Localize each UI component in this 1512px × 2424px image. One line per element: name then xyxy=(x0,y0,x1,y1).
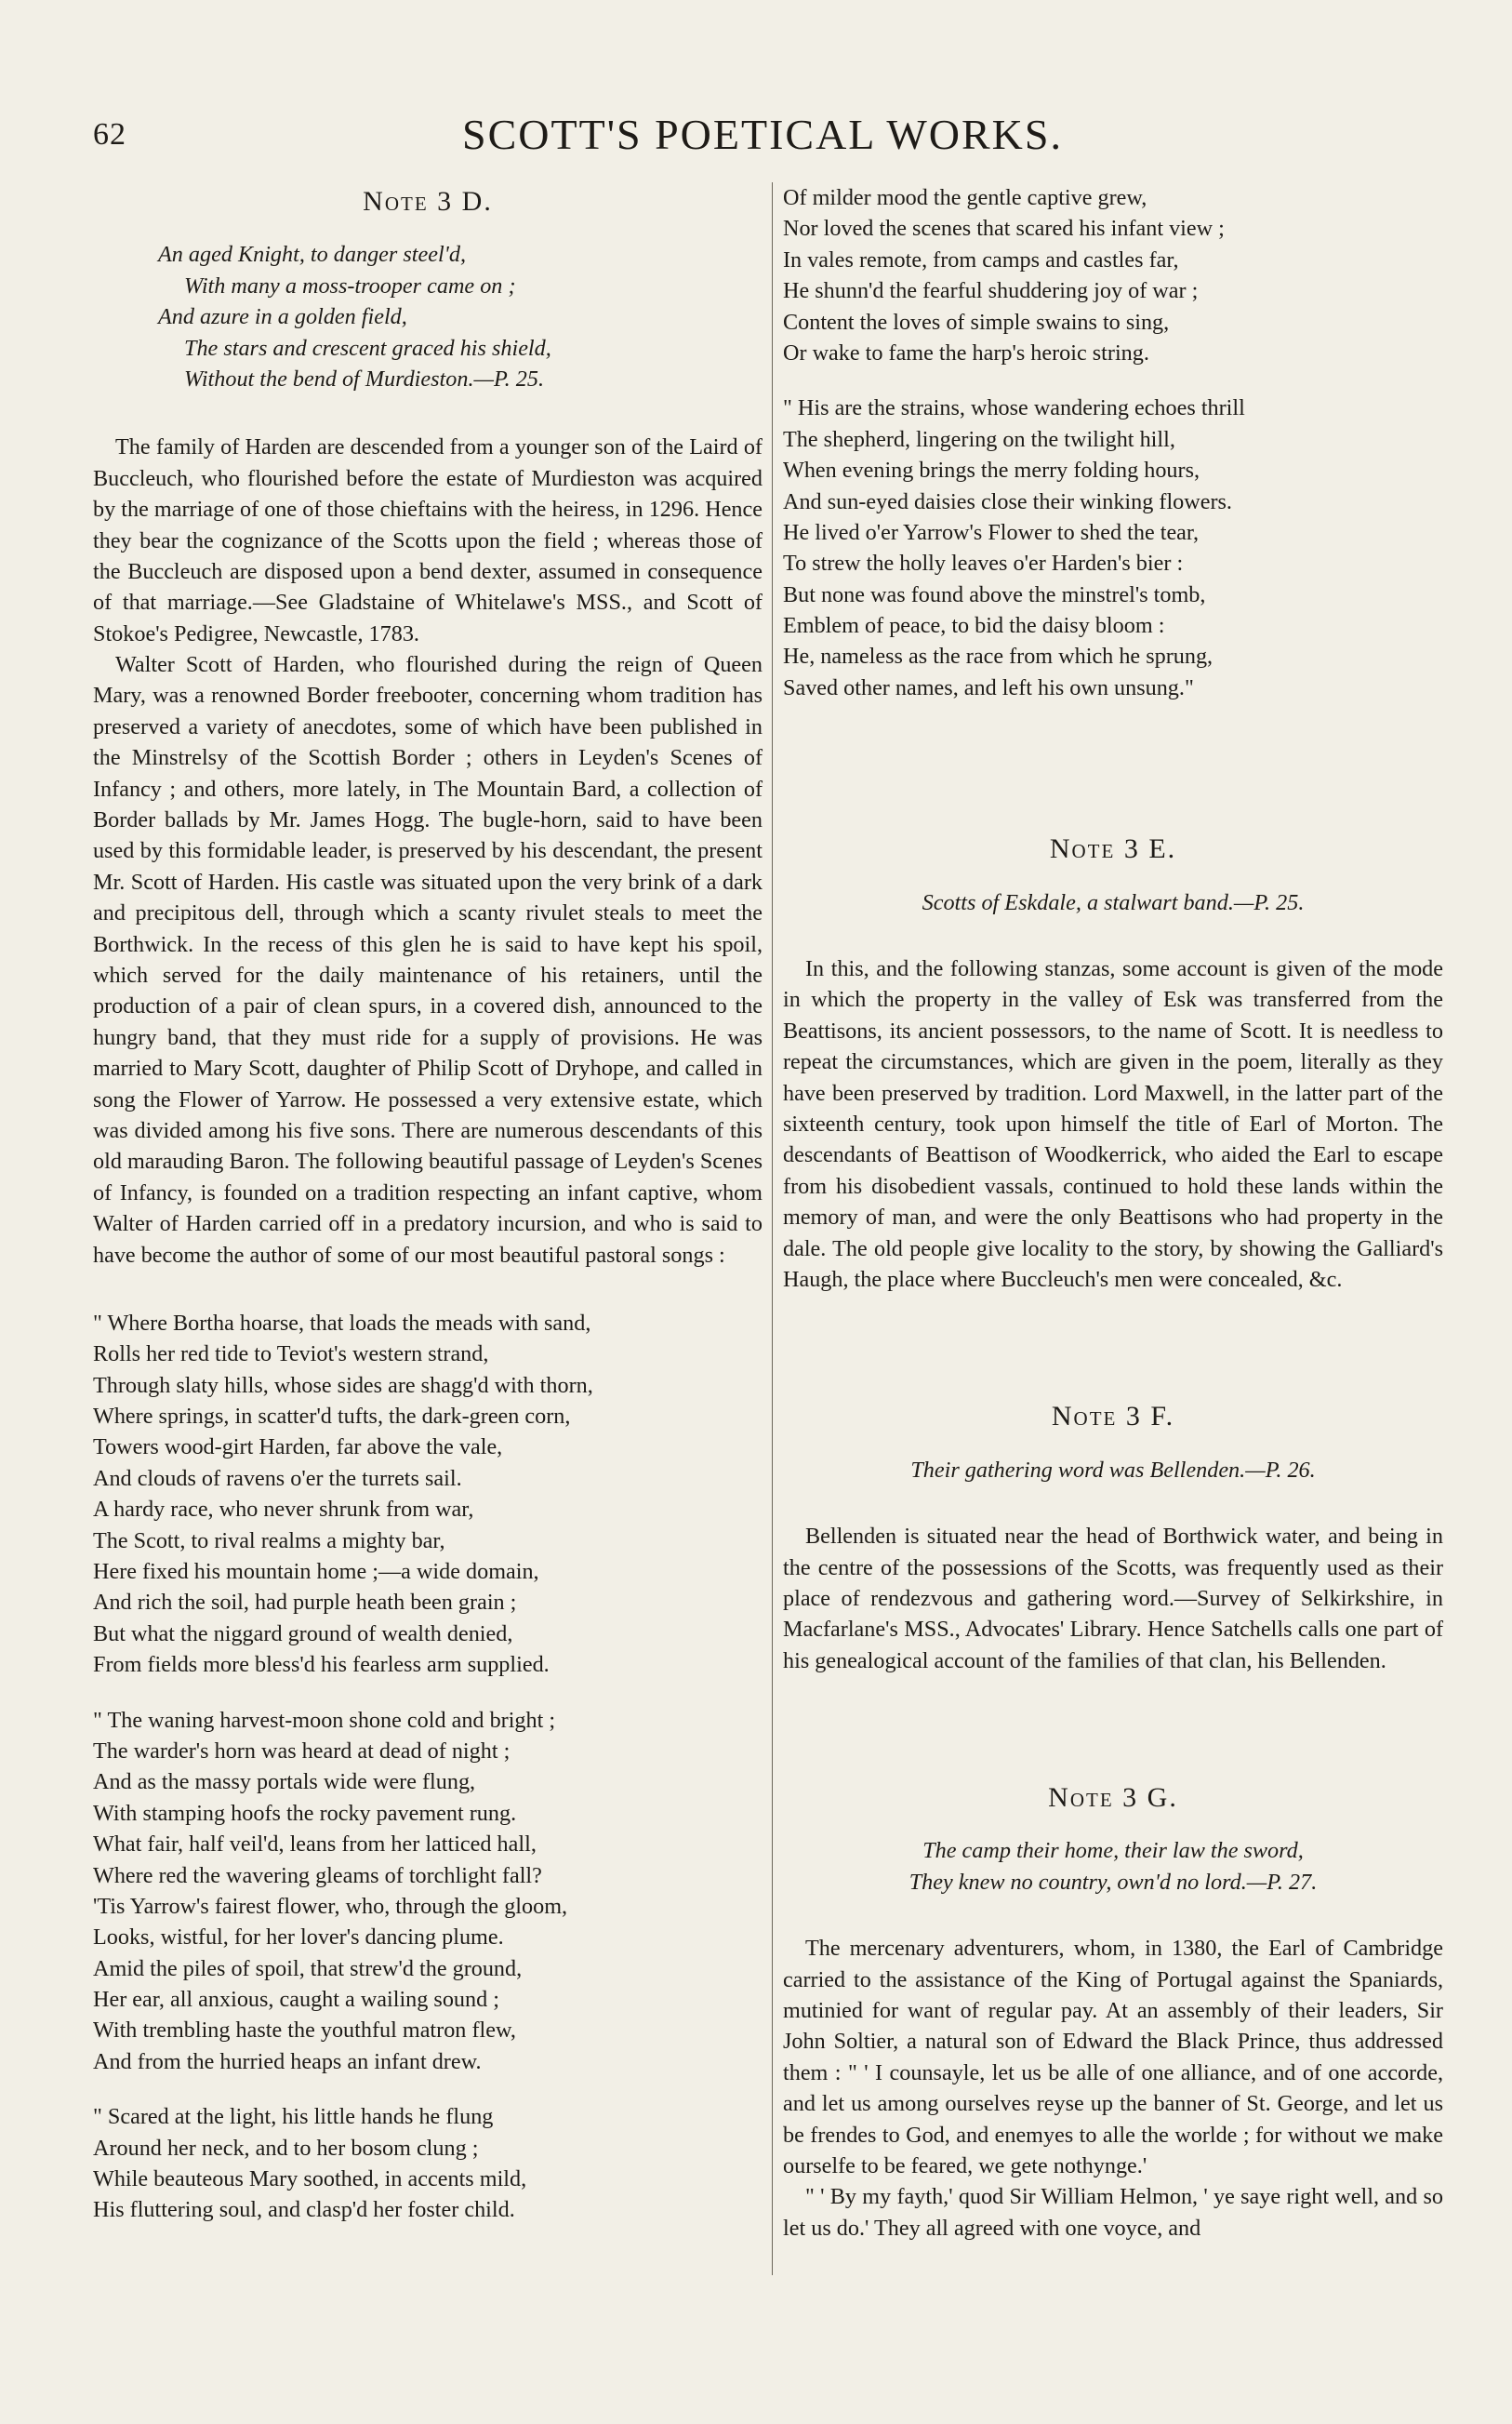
poem-line: " The waning harvest-moon shone cold and bright ; xyxy=(93,1707,556,1733)
poem-line: Through slaty hills, whose sides are shagg'd with thorn, xyxy=(93,1372,593,1398)
note-3g-epigraph xyxy=(783,1835,1443,1898)
note-3g-paragraph-1: The mercenary adventurers, whom, in 1380, the Earl of Cambridge carried to the assistance of the King of Portugal against the Spaniards, mutinied for want of regular pay. At an assembly of their leaders, Sir John Soltier, a natural son of Edward the Black Prince, thus addressed them : " ' I counsayle, let us be alle of one alliance, and of one accorde, and let us among ourselves reyse up the banner of St. George, and let us be frendes to God, and enemyes to alle the worlde ; for without we make ourselfe to be feared, we gete nothynge.' xyxy=(783,1936,1443,2178)
poem-line: To strew the holly leaves o'er Harden's bier : xyxy=(783,551,1184,577)
poem-line: Rolls her red tide to Teviot's western strand, xyxy=(93,1341,489,1367)
note-3f-epigraph xyxy=(783,1455,1443,1485)
note-3d-epigraph xyxy=(158,239,763,394)
poem-line: In vales remote, from camps and castles far, xyxy=(783,246,1179,273)
poem-line: Saved other names, and left his own unsung." xyxy=(783,674,1194,700)
note-3f-paragraph: Bellenden is situated near the head of Borthwick water, and being in the centre of the possessions of the Scotts, was frequently used as their place of rendezvous and gathering word.—Survey of Selkirkshire, in Macfarlane's MSS., Advocates' Library. Hence Satchells calls one part of his genealogical account of the families of that clan, his Bellenden. xyxy=(783,1524,1443,1673)
poem-line: Content the loves of simple swains to sing, xyxy=(783,309,1170,335)
poem-line: What fair, half veil'd, leans from her latticed hall, xyxy=(93,1831,537,1858)
poem-line: The warder's horn was heard at dead of night ; xyxy=(93,1738,511,1764)
poem-line: While beauteous Mary soothed, in accents mild, xyxy=(93,2166,527,2192)
poem-line: Or wake to fame the harp's heroic string. xyxy=(783,340,1149,366)
poem-line: From fields more bless'd his fearless arm supplied. xyxy=(93,1652,550,1678)
poem-line: Where springs, in scatter'd tufts, the dark-green corn, xyxy=(93,1404,571,1430)
epigraph-line: Without the bend of Murdieston.—P. 25. xyxy=(184,366,544,392)
poem-line: Emblem of peace, to bid the daisy bloom : xyxy=(783,613,1165,639)
note-3g-paragraph-2: " ' By my fayth,' quod Sir William Helmon, ' ye saye right well, and so let us do.' They all agreed with one voyce, and xyxy=(783,2184,1443,2241)
poem-line: Looks, wistful, for her lover's dancing plume. xyxy=(93,1925,504,1951)
poem-line: The Scott, to rival realms a mighty bar, xyxy=(93,1527,445,1553)
page-number: 62 xyxy=(93,117,126,152)
poem-line: Here fixed his mountain home ;—a wide domain, xyxy=(93,1559,539,1585)
section-gap xyxy=(783,727,1443,830)
poem-stanza-5 xyxy=(783,393,1443,703)
epigraph-line: The stars and crescent graced his shield, xyxy=(184,335,551,361)
poem-line: Towers wood-girt Harden, far above the vale, xyxy=(93,1434,503,1460)
poem-stanza-4 xyxy=(783,182,1443,368)
note-3g-title: Note 3 G. xyxy=(1048,1782,1178,1814)
epigraph-line: Their gathering word was Bellenden.—P. 26. xyxy=(910,1457,1316,1483)
poem-line: " Scared at the light, his little hands he flung xyxy=(93,2104,494,2130)
poem-stanza-2 xyxy=(93,1705,763,2078)
note-3d-title: Note 3 D. xyxy=(363,186,493,217)
poem-line: But none was found above the minstrel's tomb, xyxy=(783,581,1206,607)
poem-line: He lived o'er Yarrow's Flower to shed the tear, xyxy=(783,519,1200,545)
note-3e-epigraph xyxy=(783,887,1443,918)
poem-line: Around her neck, and to her bosom clung ; xyxy=(93,2135,479,2161)
poem-line: And as the massy portals wide were flung, xyxy=(93,1769,476,1795)
note-3d-paragraph-1: The family of Harden are descended from a younger son of the Laird of Buccleuch, who flourished before the estate of Murdieston was acquired by the marriage of one of those chieftains with the heiress, in 1296. Hence they bear the cognizance of the Scotts upon the field ; whereas those of the Buccleuch are disposed upon a bend dexter, assumed in consequence of that marriage.—See Gladstaine of Whitelawe's MSS., and Scott of Stokoe's Pedigree, Newcastle, 1783. xyxy=(93,434,763,646)
poem-line: He, nameless as the race from which he sprung, xyxy=(783,644,1214,670)
poem-line: Her ear, all anxious, caught a wailing sound ; xyxy=(93,1987,499,2013)
section-gap xyxy=(783,1676,1443,1778)
running-head xyxy=(93,110,1432,166)
note-3e-paragraph: In this, and the following stanzas, some account is given of the mode in which the property in the valley of Esk was transferred from the Beattisons, its ancient possessors, to the name of Scott. It is needless to repeat the circumstances, which are given in the poem, literally as they have been preserved by tradition. Lord Maxwell, in the latter part of the sixteenth century, took upon himself the title of Earl of Morton. The descendants of Beattison of Woodkerrick, who aided the Earl to escape from his disobedient vassals, continued to hold these lands within the memory of man, and were the only Beattisons who had property in the dale. The old people give locality to the story, by showing the Galliard's Haugh, the place where Buccleuch's men were concealed, &c. xyxy=(783,956,1443,1292)
poem-line: And rich the soil, had purple heath been grain ; xyxy=(93,1590,517,1616)
poem-line: And from the hurried heaps an infant drew. xyxy=(93,2048,482,2074)
left-column xyxy=(93,182,763,2250)
poem-stanza-3 xyxy=(93,2101,763,2226)
right-column xyxy=(783,182,1443,2244)
poem-line: With trembling haste the youthful matron flew, xyxy=(93,2018,516,2044)
poem-stanza-1 xyxy=(93,1308,763,1681)
poem-line: Where red the wavering gleams of torchlight fall? xyxy=(93,1862,542,1888)
poem-line: " Where Bortha hoarse, that loads the meads with sand, xyxy=(93,1310,591,1336)
poem-line: And sun-eyed daisies close their winking flowers. xyxy=(783,488,1232,514)
poem-line: " His are the strains, whose wandering echoes thrill xyxy=(783,395,1245,421)
poem-line: He shunn'd the fearful shuddering joy of war ; xyxy=(783,278,1199,304)
poem-line: Amid the piles of spoil, that strew'd the ground, xyxy=(93,1955,523,1981)
poem-line: When evening brings the merry folding hours, xyxy=(783,458,1200,484)
section-gap xyxy=(783,1295,1443,1397)
poem-line: A hardy race, who never shrunk from war, xyxy=(93,1497,474,1523)
epigraph-line: An aged Knight, to danger steel'd, xyxy=(158,242,466,268)
poem-line: His fluttering soul, and clasp'd her foster child. xyxy=(93,2197,515,2223)
poem-line: With stamping hoofs the rocky pavement rung. xyxy=(93,1800,517,1826)
poem-line: The shepherd, lingering on the twilight hill, xyxy=(783,426,1175,452)
column-divider xyxy=(772,182,773,2275)
epigraph-line: Scotts of Eskdale, a stalwart band.—P. 25. xyxy=(922,889,1305,915)
note-3d-paragraph-2: Walter Scott of Harden, who flourished during the reign of Queen Mary, was a renowned Border freebooter, concerning whom tradition has preserved a variety of anecdotes, some of which have been published in the Minstrelsy of the Scottish Border ; others in Leyden's Scenes of Infancy ; and others, more lately, in The Mountain Bard, a collection of Border ballads by Mr. James Hogg. The bugle-horn, said to have been used by this formidable leader, is preserved by his descendant, the present Mr. Scott of Harden. His castle was situated upon the very brink of a dark and precipitous dell, through which a scanty rivulet steals to meet the Borthwick. In the recess of this glen he is said to have kept his spoil, which served for the daily maintenance of his retainers, until the production of a pair of clean spurs, in a covered dish, announced to the hungry band, that they must ride for a supply of provisions. He was married to Mary Scott, daughter of Philip Scott of Dryhope, and called in song the Flower of Yarrow. He possessed a very extensive estate, which was divided among his five sons. There are numerous descendants of this old marauding Baron. The following beautiful passage of Leyden's Scenes of Infancy, is founded on a tradition respecting an infant captive, whom Walter of Harden carried off in a predatory incursion, and who is said to have become the author of some of our most beautiful pastoral songs : xyxy=(93,652,763,1268)
running-title: SCOTT'S POETICAL WORKS. xyxy=(462,111,1063,158)
poem-line: But what the niggard ground of wealth denied, xyxy=(93,1620,513,1646)
note-3e-title: Note 3 E. xyxy=(1049,833,1177,865)
poem-line: 'Tis Yarrow's fairest flower, who, through the gloom, xyxy=(93,1893,568,1919)
poem-line: Nor loved the scenes that scared his infant view ; xyxy=(783,216,1225,242)
epigraph-line: The camp their home, their law the sword, xyxy=(922,1838,1304,1864)
epigraph-line: They knew no country, own'd no lord.—P. 27. xyxy=(909,1869,1318,1895)
poem-line: And clouds of ravens o'er the turrets sail. xyxy=(93,1465,462,1491)
poem-line: Of milder mood the gentle captive grew, xyxy=(783,185,1147,210)
note-3f-title: Note 3 F. xyxy=(1051,1401,1175,1432)
epigraph-line: With many a moss-trooper came on ; xyxy=(184,273,516,299)
epigraph-line: And azure in a golden field, xyxy=(158,304,407,330)
